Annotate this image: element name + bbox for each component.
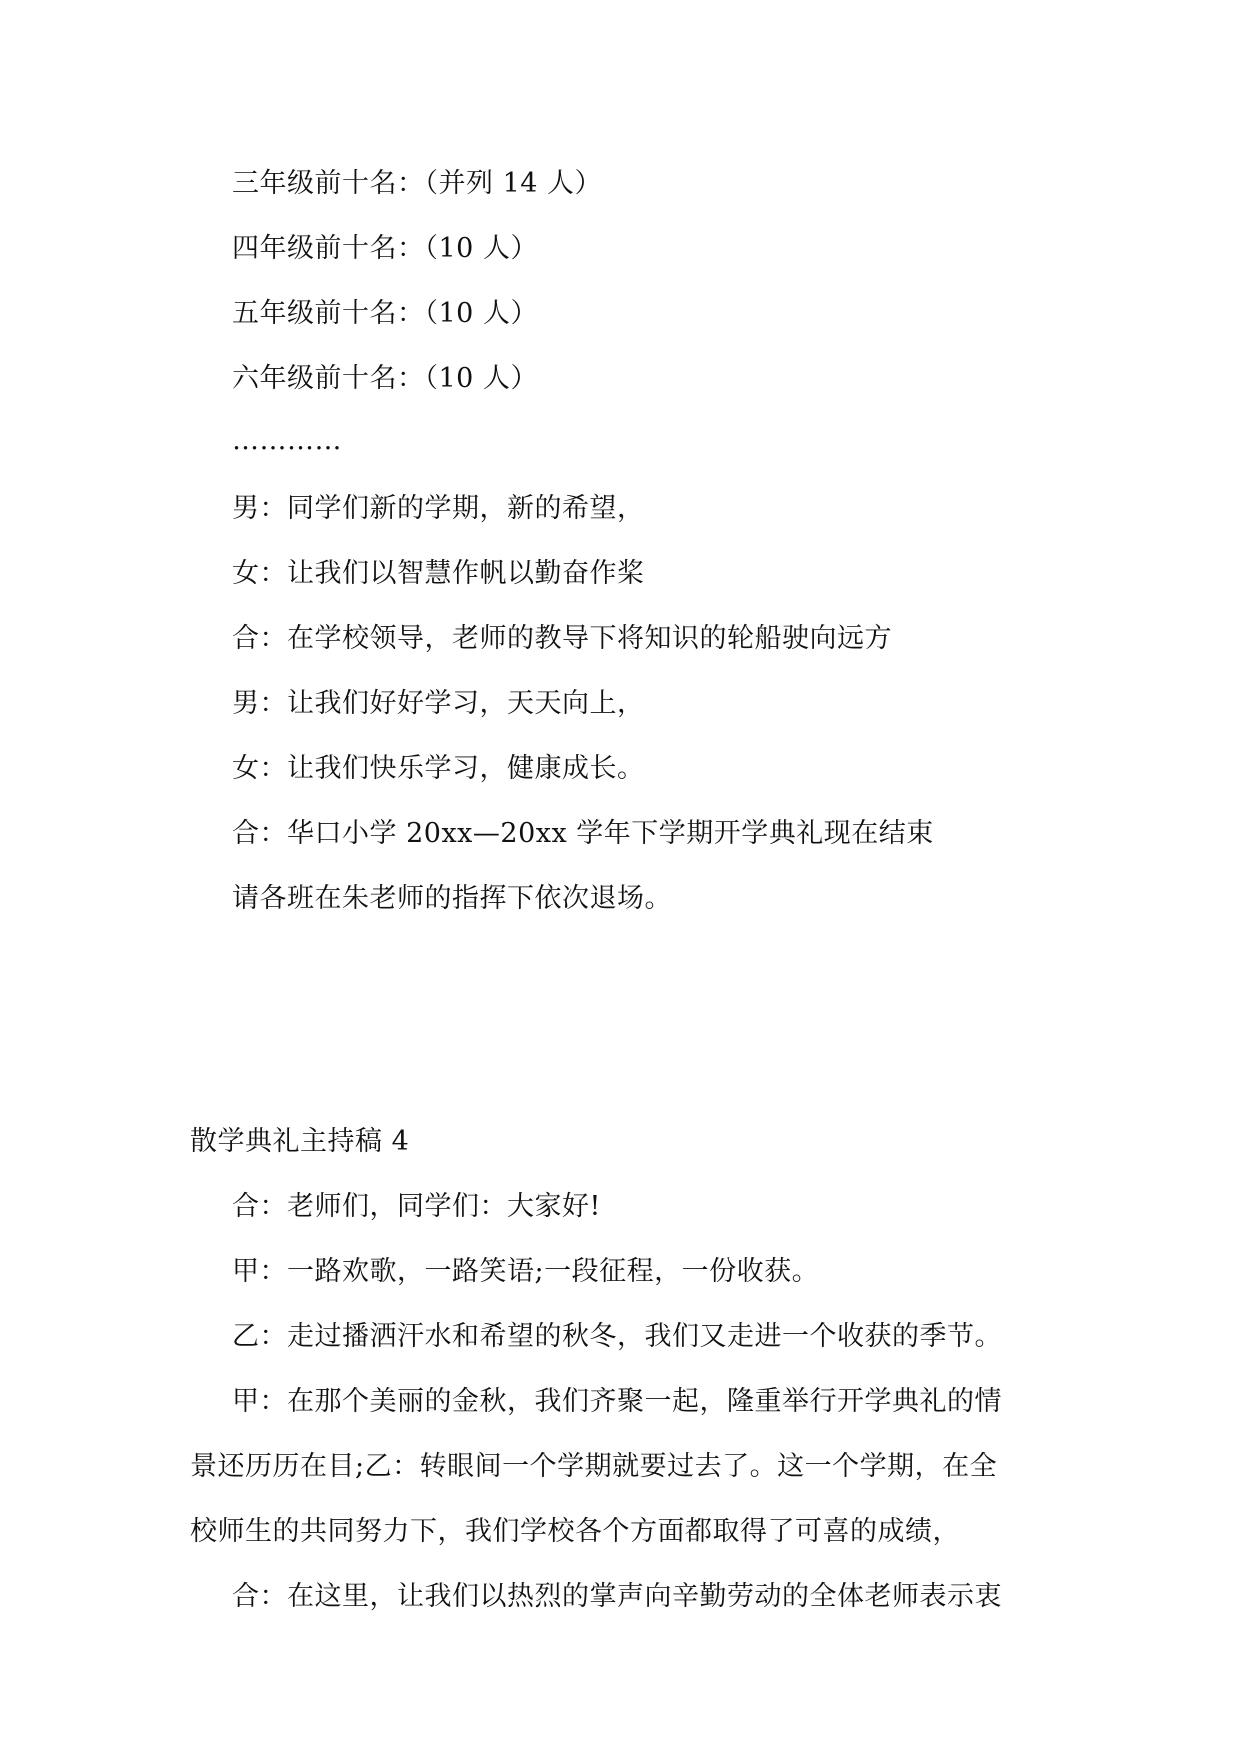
- paragraph-line: 合：在这里，让我们以热烈的掌声向辛勤劳动的全体老师表示衷: [232, 1581, 1002, 1612]
- text-line-grade4: 四年级前十名：（10 人）: [232, 233, 538, 264]
- section-title: 散学典礼主持稿 4: [190, 1126, 410, 1157]
- ellipsis-line: …………: [232, 425, 342, 456]
- paragraph-line: 甲：在那个美丽的金秋，我们齐聚一起，隆重举行开学典礼的情: [232, 1386, 1002, 1417]
- paragraph-line: 景还历历在目;乙：转眼间一个学期就要过去了。这一个学期，在全: [190, 1451, 998, 1482]
- dialogue-line: 合：在学校领导，老师的教导下将知识的轮船驶向远方: [232, 623, 892, 654]
- paragraph-line: 甲：一路欢歌，一路笑语;一段征程，一份收获。: [232, 1256, 820, 1287]
- dialogue-line: 女：让我们以智慧作帆以勤奋作桨: [232, 558, 645, 589]
- dialogue-line: 合：华口小学 20xx—20xx 学年下学期开学典礼现在结束: [232, 818, 934, 849]
- dialogue-line: 男：让我们好好学习，天天向上，: [232, 688, 645, 719]
- dialogue-line: 女：让我们快乐学习，健康成长。: [232, 753, 645, 784]
- paragraph-line: 乙：走过播洒汗水和希望的秋冬，我们又走进一个收获的季节。: [232, 1321, 1002, 1352]
- paragraph-line: 校师生的共同努力下，我们学校各个方面都取得了可喜的成绩，: [190, 1516, 960, 1547]
- dialogue-line: 请各班在朱老师的指挥下依次退场。: [232, 883, 672, 914]
- text-line-grade5: 五年级前十名：（10 人）: [232, 298, 538, 329]
- dialogue-line: 男：同学们新的学期，新的希望，: [232, 493, 645, 524]
- text-line-grade3: 三年级前十名：（并列 14 人）: [232, 168, 603, 199]
- paragraph-line: 合：老师们，同学们：大家好!: [232, 1191, 601, 1222]
- text-line-grade6: 六年级前十名：（10 人）: [232, 363, 538, 394]
